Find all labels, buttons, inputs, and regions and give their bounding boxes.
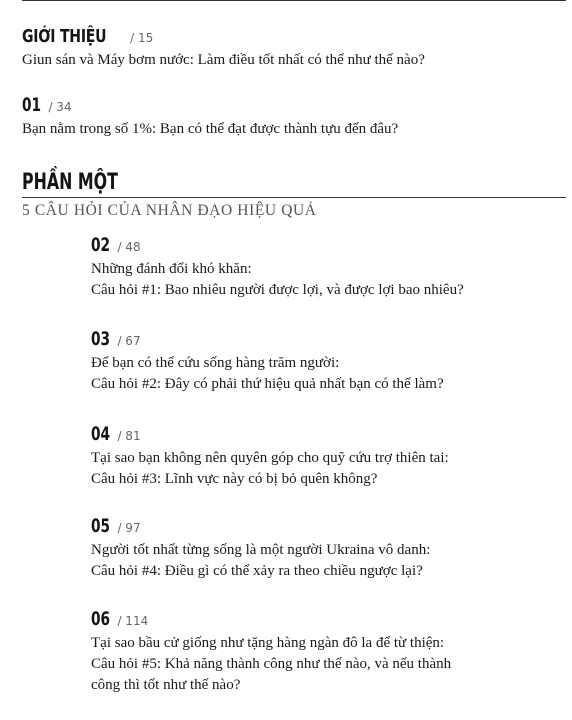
entry-title [91, 259, 464, 301]
part-subtitle: 5 CÂU HỎI CỦA NHÂN ĐẠO HIỆU QUẢ [22, 202, 317, 219]
entry-line: Câu hỏi #3: Lĩnh vực này có bị bỏ quên không? [91, 471, 378, 487]
page-number: / 67 [117, 334, 141, 348]
chapter-number: 04 [91, 423, 111, 445]
toc-entry-chapter-03[interactable] [91, 328, 444, 395]
entry-title [91, 540, 430, 582]
entry-line: Tại sao bầu cử giống như tặng hàng ngàn đô la để từ thiện: [91, 635, 445, 651]
part-rule [22, 197, 566, 198]
entry-line: Những đánh đổi khó khăn: [91, 261, 252, 277]
toc-entry-chapter-01[interactable] [22, 94, 398, 140]
toc-entry-chapter-06[interactable] [91, 608, 451, 696]
part-title: PHẦN MỘT [22, 170, 118, 195]
page-number: / 48 [117, 240, 141, 254]
entry-line: Câu hỏi #2: Đây có phải thứ hiệu quả nhất bạn có thể làm? [91, 376, 444, 392]
page-number: / 34 [48, 100, 72, 114]
top-rule [22, 0, 566, 1]
chapter-number: 05 [91, 515, 111, 537]
entry-line: công thì tốt như thế nào? [91, 677, 241, 693]
entry-line: Câu hỏi #1: Bao nhiêu người được lợi, và được lợi bao nhiêu? [91, 282, 464, 298]
entry-title [91, 633, 451, 696]
page-number: / 81 [117, 429, 141, 443]
entry-label: GIỚI THIỆU [22, 26, 107, 47]
entry-title [91, 353, 444, 395]
entry-line: Để bạn có thể cứu sống hàng trăm người: [91, 355, 340, 371]
entry-title: Bạn nằm trong số 1%: Bạn có thể đạt được thành tựu đến đâu? [22, 121, 399, 137]
page-number: / 15 [130, 31, 154, 45]
toc-entry-chapter-05[interactable] [91, 515, 430, 582]
toc-entry-chapter-04[interactable] [91, 423, 449, 490]
chapter-number: 03 [91, 328, 111, 350]
entry-title [91, 448, 449, 490]
toc-entry-chapter-02[interactable] [91, 234, 464, 301]
page-number: / 114 [117, 614, 149, 628]
entry-line: Câu hỏi #5: Khả năng thành công như thế nào, và nếu thành [91, 656, 452, 672]
part-one-heading [22, 170, 566, 220]
entry-line: Tại sao bạn không nên quyên góp cho quỹ cứu trợ thiên tai: [91, 450, 449, 466]
page-number: / 97 [117, 521, 141, 535]
toc-entry-intro[interactable] [22, 26, 425, 71]
chapter-number: 01 [22, 94, 42, 116]
chapter-number: 02 [91, 234, 111, 256]
entry-line: Người tốt nhất từng sống là một người Ukraina vô danh: [91, 542, 431, 558]
chapter-number: 06 [91, 608, 111, 630]
entry-line: Câu hỏi #4: Điều gì có thể xảy ra theo chiều ngược lại? [91, 563, 423, 579]
entry-title: Giun sán và Máy bơm nước: Làm điều tốt nhất có thể như thế nào? [22, 52, 425, 68]
